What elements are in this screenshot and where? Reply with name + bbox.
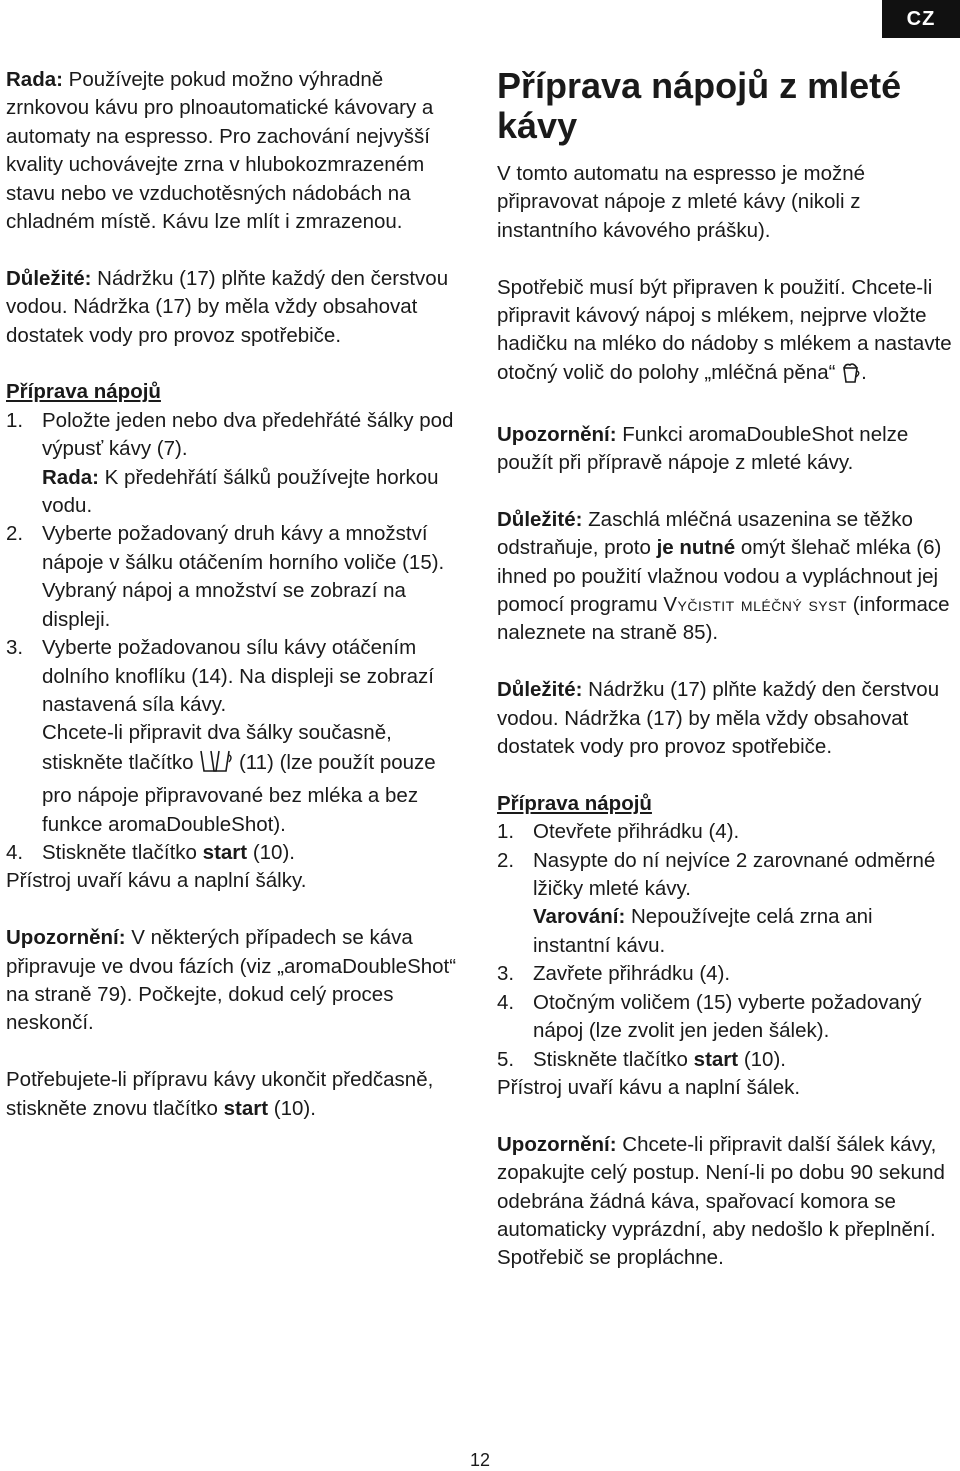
important-lead: Důležité: xyxy=(497,678,583,702)
step-extra-text: Chcete-li připravit dva šálky současně, stiskněte tlačítko xyxy=(42,721,392,774)
notice-lead: Upozornění: xyxy=(497,422,617,446)
steps-list xyxy=(497,818,955,1074)
important-text: omýt šlehač mléka (6) ihned po použití vlažnou vodou a vypláchnout jej pomocí programu xyxy=(497,536,942,617)
important-text: Zaschlá mléčná usazenina se těžko odstraňuje, proto xyxy=(497,507,913,560)
list-item xyxy=(497,1046,955,1074)
final-notice-paragraph xyxy=(497,1131,955,1273)
step-text: Vyberte požadovaný druh kávy a množství nápoje v šálku otáčením horního voliče (15). Vybraný nápoj a množství se zobrazí na displeji. xyxy=(42,522,445,631)
notice-lead: Upozornění: xyxy=(497,1132,617,1156)
important-paragraph xyxy=(6,265,464,350)
intro-paragraph: V tomto automatu na espresso je možné připravovat nápoje z mleté kávy (nikoli z instantního kávového prášku). xyxy=(497,162,866,242)
important-text: (informace naleznete na straně 85). xyxy=(497,593,950,645)
list-item xyxy=(6,839,464,867)
warning-lead: Varování: xyxy=(533,905,626,929)
two-cups-icon xyxy=(199,748,233,782)
tip-lead: Rada: xyxy=(42,465,99,489)
preparation-text: Spotřebič musí být připraven k použití. Chcete-li připravit kávový nápoj s mlékem, nejprve vložte hadičku na mléko do nádoby s mlékem a nastavte otočný volič do polohy „mléčná pěna“ xyxy=(497,275,952,384)
step-number: 1. xyxy=(6,408,24,432)
important-lead: Důležité: xyxy=(497,507,583,531)
list-item xyxy=(6,634,464,839)
list-item xyxy=(497,847,955,961)
start-button-label: start xyxy=(202,840,248,864)
step-text: Nasypte do ní nejvíce 2 zarovnané odměrné lžičky mleté kávy. xyxy=(533,848,936,901)
language-badge: CZ xyxy=(882,0,960,38)
important-text: Nádržku (17) plňte každý den čerstvou vodou. Nádržka (17) by měla vždy obsahovat dostatek vody pro provoz spotřebiče. xyxy=(6,266,449,347)
step-text: Vyberte požadovanou sílu kávy otáčením dolního knoflíku (14). Na displeji se zobrazí nastavená síla kávy. xyxy=(42,636,434,716)
step-text: Zavřete přihrádku (4). xyxy=(533,962,731,986)
step-extra-text: (11) (lze použít pouze pro nápoje připravované bez mléka a bez funkce aromaDoubleShot). xyxy=(42,750,436,836)
important-emphasis: je nutné xyxy=(656,536,736,560)
notice-text: Chcete-li připravit další šálek kávy, zopakujte celý postup. Není-li po dobu 90 sekund odebrána žádná káva, spařovací komora se automaticky vyprázdní, aby nedošlo k přeplnění. Spotřebič se propláchne. xyxy=(497,1132,945,1270)
important-lead: Důležité: xyxy=(6,266,92,290)
notice-paragraph xyxy=(6,924,464,1038)
page-title: Příprava nápojů z mleté kávy xyxy=(497,65,902,146)
tip-text: K předehřátí šálků používejte horkou vodu. xyxy=(42,465,439,518)
step-number: 3. xyxy=(497,962,515,986)
program-name: Vyčistit mléčný syst xyxy=(663,593,848,617)
notice-lead: Upozornění: xyxy=(6,926,126,950)
result-text: Přístroj uvaří kávu a naplní šálky. xyxy=(6,869,307,893)
step-text: Otočným voličem (15) vyberte požadovaný nápoj (lze zvolit jen jeden šálek). xyxy=(533,990,922,1043)
step-number: 5. xyxy=(497,1047,515,1071)
list-item xyxy=(497,989,955,1046)
stop-text: (10). xyxy=(273,1096,316,1120)
tip-paragraph xyxy=(6,66,464,236)
step-text: Položte jeden nebo dva předehřáté šálky pod výpusť kávy (7). xyxy=(42,408,454,461)
section-heading: Příprava nápojů xyxy=(497,791,652,815)
list-item xyxy=(497,818,955,846)
page-number: 12 xyxy=(469,1450,491,1470)
right-column xyxy=(497,66,955,1273)
preparation-paragraph: Spotřebič musí být připraven k použití. Chcete-li připravit kávový nápoj s mlékem, nejprve vložte hadičku na mléko do nádoby s mlékem a nastavte otočný volič do polohy „mléčná pěna“ . xyxy=(497,274,955,393)
step-number: 2. xyxy=(497,848,515,872)
stop-paragraph xyxy=(6,1066,464,1123)
left-column xyxy=(6,66,464,1123)
steps-list xyxy=(6,407,464,868)
start-button-label: start xyxy=(693,1047,739,1071)
step-number: 1. xyxy=(497,820,515,844)
start-button-label: start xyxy=(223,1096,269,1120)
important-text: Nádržku (17) plňte každý den čerstvou vodou. Nádržka (17) by měla vždy obsahovat dostatek vody pro provoz spotřebiče. xyxy=(497,678,940,759)
important-paragraph xyxy=(497,676,955,761)
notice-paragraph xyxy=(497,421,955,478)
result-text: Přístroj uvaří kávu a naplní šálek. xyxy=(497,1075,801,1099)
step-text: (10). xyxy=(743,1047,786,1071)
tip-text: Používejte pokud možno výhradně zrnkovou kávu pro plnoautomatické kávovary a automaty na espresso. Pro zachování nejvyšší kvality uchovávejte zrna v hlubokozmrazeném stavu nebo ve vzduchotěsných nádobách na chladném místě. Kávu lze mlít i zmrazenou. xyxy=(6,68,434,234)
notice-text: V některých případech se káva připravuje ve dvou fázích (viz „aromaDoubleShot“ na straně 79). Počkejte, dokud celý proces neskončí. xyxy=(6,926,457,1035)
important-paragraph xyxy=(497,506,955,648)
step-number: 4. xyxy=(497,990,515,1014)
notice-text: Funkci aromaDoubleShot nelze použít při přípravě nápoje z mleté kávy. xyxy=(497,422,909,475)
section-heading: Příprava nápojů xyxy=(6,380,161,404)
tip-lead: Rada: xyxy=(6,68,63,91)
step-number: 2. xyxy=(6,522,24,546)
step-text: Otevřete přihrádku (4). xyxy=(533,820,740,844)
step-number: 3. xyxy=(6,636,24,660)
step-text: Stiskněte tlačítko xyxy=(42,840,197,864)
warning-text: Nepoužívejte celá zrna ani instantní kávu. xyxy=(533,905,873,957)
list-item xyxy=(497,960,955,988)
step-text: (10). xyxy=(252,840,295,864)
milk-foam-icon xyxy=(841,362,861,392)
step-text: Stiskněte tlačítko xyxy=(533,1047,688,1071)
list-item xyxy=(6,407,464,521)
step-number: 4. xyxy=(6,840,24,864)
stop-text: Potřebujete-li přípravu kávy ukončit předčasně, stiskněte znovu tlačítko xyxy=(6,1068,434,1120)
list-item xyxy=(6,520,464,634)
